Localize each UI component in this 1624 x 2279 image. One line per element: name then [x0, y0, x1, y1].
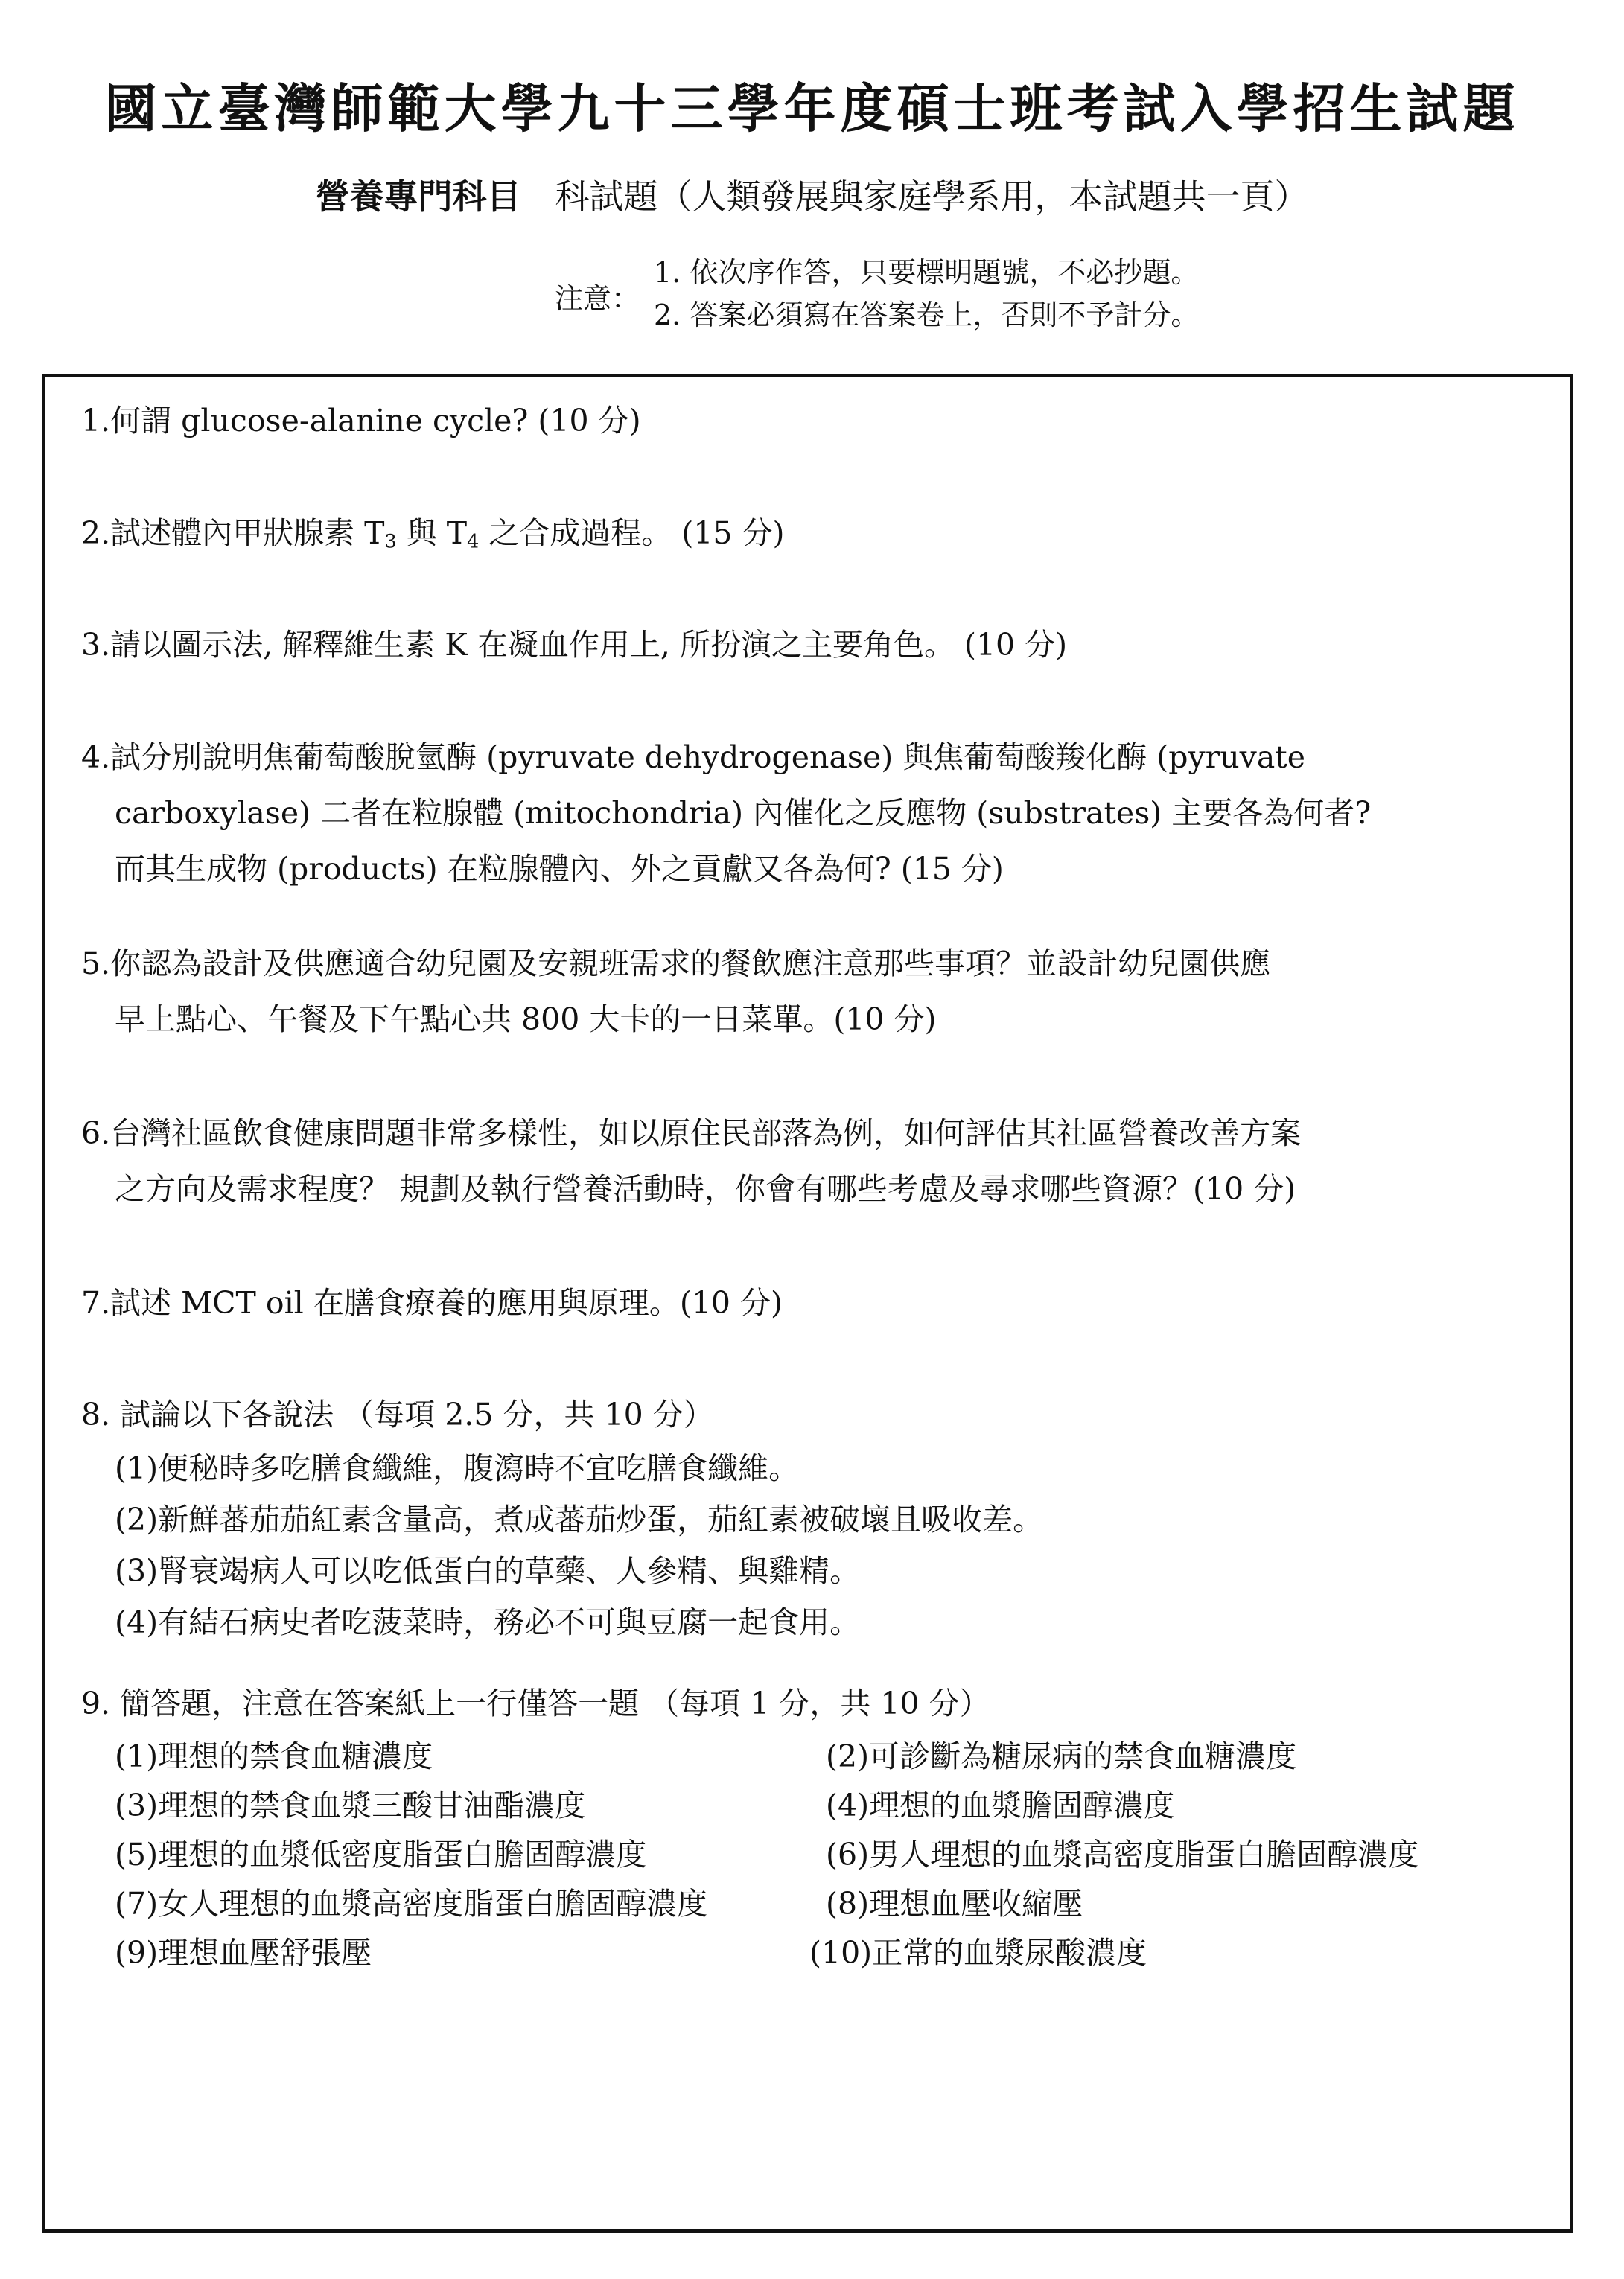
q9-item-4: (4)理想的血漿膽固醇濃度	[826, 1788, 1175, 1823]
question-5	[81, 936, 1270, 1048]
question-4-line-2: carboxylase) 二者在粒腺體 (mitochondria) 內催化之反應物 (substrates) 主要各為何者?	[115, 795, 1372, 831]
notice-label: 注意：	[555, 282, 640, 315]
q2-subscript-4: 4	[467, 529, 480, 552]
question-6-line-1: 6.台灣社區飲食健康問題非常多樣性，如以原住民部落為例，如何評估其社區營養改善方案	[81, 1115, 1302, 1151]
question-2-text	[81, 506, 785, 570]
q2-part-a: 2.試述體內甲狀腺素 T	[81, 515, 385, 551]
question-8-item-2: (2)新鮮蕃茄茄紅素含量高，煮成蕃茄炒蛋，茄紅素被破壞且吸收差。	[115, 1502, 1044, 1537]
q9-item-8: (8)理想血壓收縮壓	[826, 1886, 1083, 1922]
question-8-heading: 8. 試論以下各說法 （每項 2.5 分，共 10 分）	[81, 1397, 714, 1432]
question-5-line-1: 5.你認為設計及供應適合幼兒園及安親班需求的餐飲應注意那些事項？並設計幼兒園供應	[81, 946, 1271, 981]
notice-item-1: 1. 依次序作答，只要標明題號，不必抄題。	[654, 256, 1200, 289]
q9-item-7: (7)女人理想的血漿高密度脂蛋白膽固醇濃度	[115, 1886, 708, 1922]
q9-item-10: (10)正常的血漿尿酸濃度	[809, 1935, 1147, 1971]
question-4	[81, 730, 1371, 897]
q9-item-1: (1)理想的禁食血糖濃度	[115, 1738, 433, 1774]
question-3	[81, 617, 1067, 673]
notice-items	[654, 252, 1199, 337]
question-2	[81, 506, 785, 570]
q9-row-1	[115, 1732, 1589, 1781]
notice-item-2: 2. 答案必須寫在答案卷上，否則不予計分。	[654, 299, 1200, 331]
question-4-line-1: 4.試分別說明焦葡萄酸脫氫酶 (pyruvate dehydrogenase) 與焦葡萄酸羧化酶 (pyruvate	[81, 739, 1306, 775]
q9-row-5	[115, 1928, 1589, 1977]
q9-item-2: (2)可診斷為糖尿病的禁食血糖濃度	[826, 1738, 1297, 1774]
question-7	[81, 1275, 783, 1331]
question-8-item-3: (3)腎衰竭病人可以吃低蛋白的草藥、人參精、與雞精。	[115, 1553, 861, 1589]
q9-row-4	[115, 1879, 1589, 1928]
question-8-item-1: (1)便秘時多吃膳食纖維，腹瀉時不宜吃膳食纖維。	[115, 1450, 800, 1486]
subject-name: 營養專門科目	[315, 176, 521, 217]
question-7-text: 7.試述 MCT oil 在膳食療養的應用與原理。(10 分)	[81, 1285, 783, 1321]
question-6	[81, 1106, 1301, 1217]
question-1-text: 1.何謂 glucose-alanine cycle? (10 分)	[81, 403, 641, 439]
question-5-line-2: 早上點心、午餐及下午點心共 800 大卡的一日菜單。(10 分)	[115, 1001, 937, 1037]
question-3-text: 3.請以圖示法, 解釋維生素 K 在凝血作用上, 所扮演之主要角色。 (10 分)	[81, 627, 1068, 663]
q2-part-c: 之合成過程。 (15 分)	[479, 515, 785, 551]
subtitle-rest: 科試題（人類發展與家庭學系用，本試題共一頁）	[555, 176, 1309, 217]
q9-item-9: (9)理想血壓舒張壓	[115, 1935, 372, 1971]
question-6-line-2: 之方向及需求程度？ 規劃及執行營養活動時，你會有哪些考慮及尋求哪些資源？(10 分)	[115, 1171, 1296, 1207]
q9-item-5: (5)理想的血漿低密度脂蛋白膽固醇濃度	[115, 1837, 647, 1872]
question-8-item-4: (4)有結石病史者吃菠菜時，務必不可與豆腐一起食用。	[115, 1604, 861, 1640]
question-4-line-3: 而其生成物 (products) 在粒腺體內、外之貢獻又各為何? (15 分)	[115, 851, 1004, 887]
question-9-heading: 9. 簡答題，注意在答案紙上一行僅答一題 （每項 1 分，共 10 分）	[81, 1686, 990, 1721]
question-9-grid	[81, 1732, 1589, 1977]
question-1	[81, 393, 641, 449]
q9-item-3: (3)理想的禁食血漿三酸甘油酯濃度	[115, 1788, 586, 1823]
q2-part-b: 與 T	[396, 515, 468, 551]
exam-subtitle	[0, 170, 1624, 219]
question-9	[81, 1676, 1589, 1977]
question-8	[81, 1387, 1043, 1648]
exam-title: 國立臺灣師範大學九十三學年度碩士班考試入學招生試題	[104, 77, 1520, 139]
question-frame	[42, 374, 1573, 2233]
q9-row-2	[115, 1781, 1589, 1830]
q9-item-6: (6)男人理想的血漿高密度脂蛋白膽固醇濃度	[826, 1837, 1419, 1872]
q9-row-3	[115, 1830, 1589, 1879]
q2-subscript-3: 3	[384, 529, 397, 552]
